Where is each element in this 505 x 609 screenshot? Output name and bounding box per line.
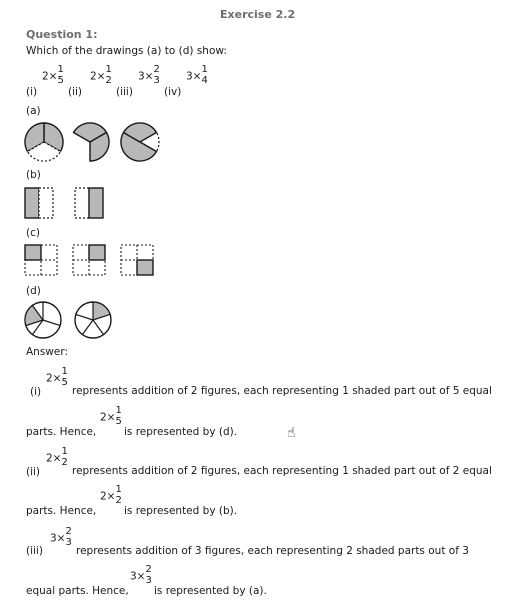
- fraction: [201, 64, 207, 86]
- drawing-label-a: (a): [26, 105, 41, 117]
- denominator: 2: [105, 75, 112, 86]
- answer-iii-expression-inline: [130, 564, 152, 586]
- numerator: 2: [153, 64, 160, 75]
- denominator: 5: [57, 75, 64, 86]
- expr-whole: 2×: [90, 70, 106, 83]
- circle-thirds-3: [121, 123, 159, 161]
- denominator: 3: [65, 537, 72, 548]
- answer-ii-expression: [46, 446, 68, 468]
- numerator: 1: [61, 366, 68, 377]
- numerator: 1: [115, 405, 122, 416]
- numerator: 1: [201, 64, 208, 75]
- drawing-c-quarters-squares: [24, 244, 160, 278]
- question-heading: Question 1:: [26, 28, 98, 41]
- drawing-b-halves-rects: [24, 187, 114, 221]
- hand-pointer-icon: ☝: [287, 425, 296, 441]
- question-prompt: Which of the drawings (a) to (d) show:: [26, 45, 227, 57]
- drawing-label-b: (b): [26, 169, 41, 181]
- fraction: [105, 64, 111, 86]
- fraction: [115, 484, 121, 506]
- square-quarters-3: [121, 245, 153, 275]
- fraction: [57, 64, 63, 86]
- expr-whole: 2×: [46, 372, 62, 385]
- drawing-label-c: (c): [26, 227, 40, 239]
- answer-iii-label: (iii): [26, 545, 43, 557]
- expr-whole: 3×: [50, 532, 66, 545]
- numerator: 1: [105, 64, 112, 75]
- answer-ii-tail: is represented by (b).: [124, 505, 238, 517]
- expr-whole: 2×: [100, 411, 116, 424]
- fraction: [61, 366, 67, 388]
- answer-ii-label: (ii): [26, 466, 41, 478]
- rect-halves-1: [25, 188, 53, 218]
- answer-iii-lead: equal parts. Hence,: [26, 585, 129, 597]
- item-label-ii: (ii): [68, 86, 83, 98]
- answer-iii-expression: [50, 526, 72, 548]
- answer-ii-lead: parts. Hence,: [26, 505, 97, 517]
- numerator: 1: [61, 446, 68, 457]
- answer-i-label: (i): [30, 386, 42, 398]
- item-expression-ii: [90, 64, 112, 86]
- item-label-iv: (iv): [164, 86, 182, 98]
- denominator: 5: [61, 377, 68, 388]
- fraction: [65, 526, 71, 548]
- expr-whole: 3×: [186, 70, 202, 83]
- answer-iii-tail: is represented by (a).: [154, 585, 267, 597]
- fraction: [145, 564, 151, 586]
- expr-whole: 2×: [42, 70, 58, 83]
- page-title: Exercise 2.2: [220, 8, 296, 21]
- answer-ii-expression-inline: [100, 484, 122, 506]
- answer-i-text: represents addition of 2 figures, each representing 1 shaded part out of 5 equal: [72, 385, 492, 397]
- circle-thirds-2: [74, 123, 110, 161]
- answer-iii-text: represents addition of 3 figures, each representing 2 shaded parts out of 3: [76, 545, 469, 557]
- answer-i-expression: [46, 366, 68, 388]
- circle-fifths-1: [25, 302, 61, 338]
- expr-whole: 3×: [138, 70, 154, 83]
- item-expression-i: [42, 64, 64, 86]
- item-expression-iv: [186, 64, 208, 86]
- answer-i-expression-inline: [100, 405, 122, 427]
- drawing-a-thirds-circles: [24, 122, 164, 164]
- rect-halves-2: [75, 188, 103, 218]
- item-label-iii: (iii): [116, 86, 133, 98]
- square-quarters-2: [73, 245, 105, 275]
- answer-i-lead: parts. Hence,: [26, 426, 97, 438]
- denominator: 3: [153, 75, 160, 86]
- denominator: 3: [145, 575, 152, 586]
- answer-heading: Answer:: [26, 346, 69, 358]
- fraction: [61, 446, 67, 468]
- fraction: [153, 64, 159, 86]
- numerator: 2: [65, 526, 72, 537]
- fraction: [115, 405, 121, 427]
- square-quarters-1: [25, 245, 57, 275]
- item-label-i: (i): [26, 86, 38, 98]
- circle-thirds-1: [25, 123, 63, 161]
- expr-whole: 2×: [100, 490, 116, 503]
- denominator: 2: [61, 457, 68, 468]
- drawing-d-fifths-circles: [24, 301, 116, 341]
- denominator: 2: [115, 495, 122, 506]
- denominator: 4: [201, 75, 208, 86]
- denominator: 5: [115, 416, 122, 427]
- expr-whole: 3×: [130, 570, 146, 583]
- numerator: 2: [145, 564, 152, 575]
- answer-i-tail: is represented by (d).: [124, 426, 238, 438]
- circle-fifths-2: [75, 302, 111, 338]
- numerator: 1: [115, 484, 122, 495]
- drawing-label-d: (d): [26, 285, 41, 297]
- numerator: 1: [57, 64, 64, 75]
- item-expression-iii: [138, 64, 160, 86]
- answer-ii-text: represents addition of 2 figures, each representing 1 shaded part out of 2 equal: [72, 465, 492, 477]
- expr-whole: 2×: [46, 452, 62, 465]
